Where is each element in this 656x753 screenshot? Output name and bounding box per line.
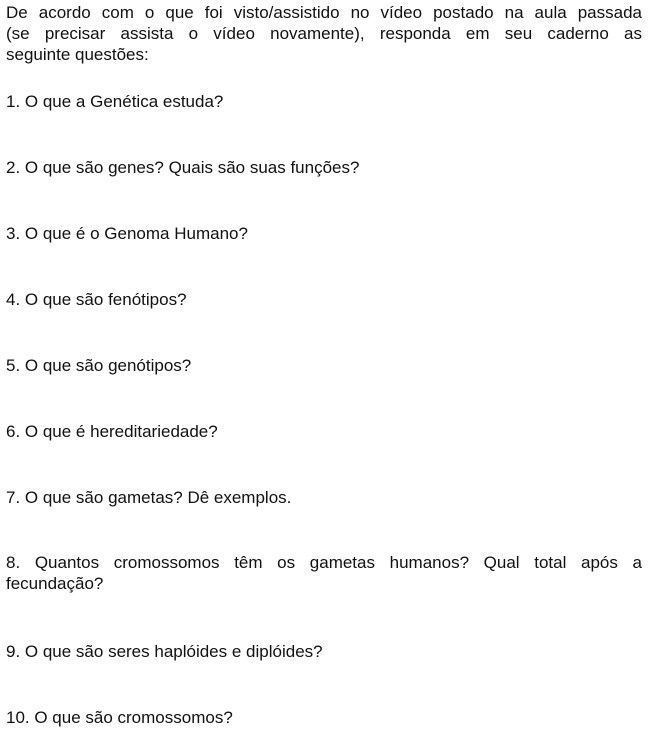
- question-4: 4. O que são fenótipos?: [6, 290, 187, 309]
- instructions-line-1: De acordo com o que foi visto/assistido no vídeo postado na aula passada: [6, 3, 642, 22]
- question-3: 3. O que é o Genoma Humano?: [6, 224, 248, 243]
- question-9: 9. O que são seres haplóides e diplóides?: [6, 642, 323, 661]
- question-6: 6. O que é hereditariedade?: [6, 422, 218, 441]
- question-8: [6, 552, 642, 594]
- instructions-paragraph: [6, 2, 642, 65]
- question-5: 5. O que são genótipos?: [6, 356, 192, 375]
- instructions-line-2: (se precisar assista o vídeo novamente), responda em seu caderno as: [6, 24, 642, 43]
- question-10: 10. O que são cromossomos?: [6, 708, 233, 727]
- question-1: 1. O que a Genética estuda?: [6, 92, 224, 111]
- question-8-line-2: fecundação?: [6, 574, 104, 593]
- instructions-line-3: seguinte questões:: [6, 45, 149, 64]
- question-8-line-1: 8. Quantos cromossomos têm os gametas humanos? Qual total após a: [6, 553, 642, 572]
- question-2: 2. O que são genes? Quais são suas funções?: [6, 158, 360, 177]
- question-7: 7. O que são gametas? Dê exemplos.: [6, 488, 292, 507]
